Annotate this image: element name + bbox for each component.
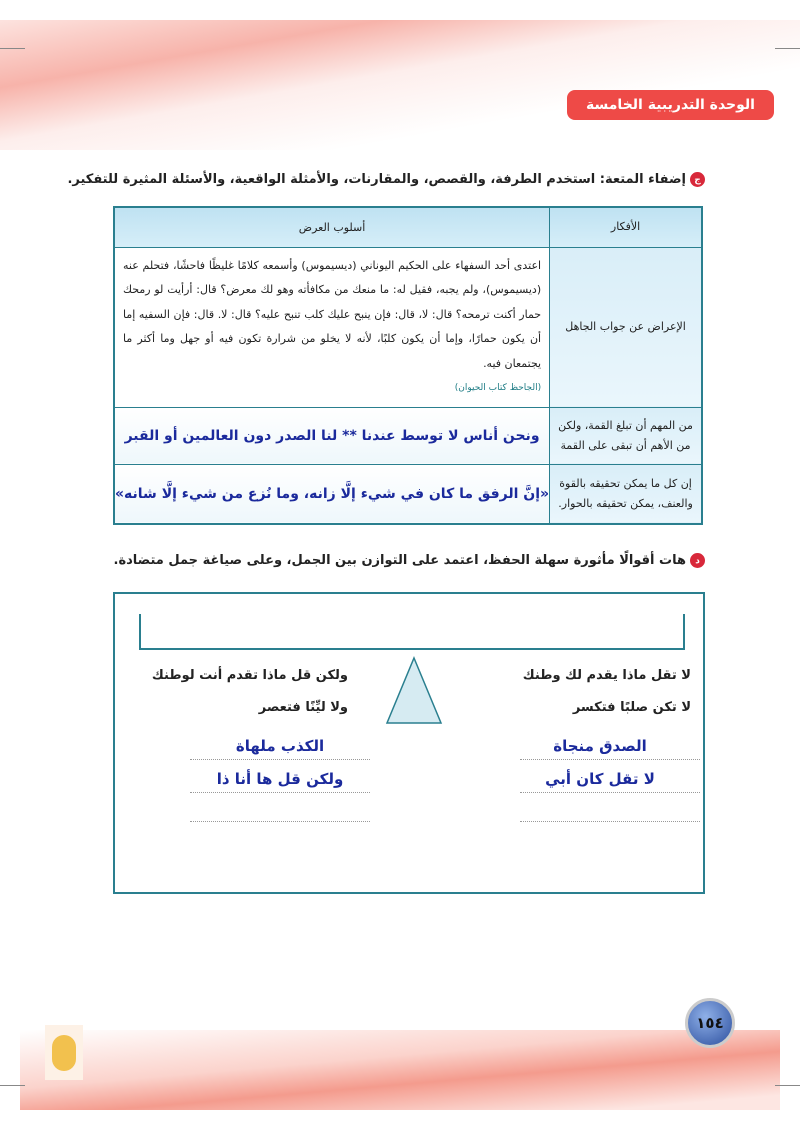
balance-beam	[139, 614, 685, 650]
answer-left-1[interactable]: الكذب ملهاة	[235, 737, 325, 755]
table-row	[114, 407, 702, 464]
answer-line[interactable]	[190, 821, 370, 822]
answer-line[interactable]	[520, 792, 700, 793]
table-row	[114, 247, 702, 407]
idea-cell: الإعراض عن جواب الجاهل	[550, 247, 702, 407]
table-header-row	[114, 207, 702, 247]
publisher-logo-icon	[45, 1025, 83, 1080]
instruction-d	[114, 553, 706, 568]
left-saying-1: ولكن قل ماذا تقدم أنت لوطنك	[151, 668, 348, 683]
crop-mark	[775, 1085, 800, 1086]
answer-cell: ونحن أناس لا توسط عندنا ** لنا الصدر دون العالمين أو القبر	[114, 407, 550, 464]
table-row	[114, 464, 702, 524]
right-saying-2: لا تكن صلبًا فتكسر	[572, 700, 691, 715]
instruction-c	[67, 172, 705, 187]
footer-decoration	[20, 1030, 780, 1110]
page-number: ١٥٤	[685, 998, 735, 1048]
header-ideas: الأفكار	[550, 207, 702, 247]
idea-cell: إن كل ما يمكن تحقيقه بالقوة والعنف، يمكن تحقيقه بالحوار.	[550, 464, 702, 524]
answer-line[interactable]	[190, 792, 370, 793]
ideas-table	[113, 206, 703, 525]
instruction-text: هات أقوالًا مأثورة سهلة الحفظ، اعتمد على التوازن بين الجمل، وعلى صياغة جمل متضادة.	[113, 553, 686, 568]
bullet-c-icon: ج	[690, 172, 705, 187]
answer-line[interactable]	[520, 821, 700, 822]
answer-line[interactable]	[190, 759, 370, 760]
right-saying-1: لا تقل ماذا يقدم لك وطنك	[522, 668, 691, 683]
instruction-text: إضفاء المتعة: استخدم الطرفة، والقصص، والمقارنات، والأمثلة الواقعية، والأسئلة المثيرة للتفكير.	[67, 172, 686, 187]
answer-cell: «إنَّ الرفق ما كان في شيء إلَّا زانه، وما نُزع من شيء إلَّا شانه»	[114, 464, 550, 524]
style-cell	[114, 247, 550, 407]
balance-exercise-box	[113, 592, 705, 894]
answer-line[interactable]	[520, 759, 700, 760]
unit-title-banner: الوحدة التدريبية الخامسة	[567, 90, 774, 120]
source-citation: (الجاحظ كتاب الحيوان)	[454, 383, 542, 393]
left-saying-2: ولا ليِّنًا فتعصر	[258, 700, 348, 715]
header-style: أسلوب العرض	[114, 207, 550, 247]
crop-mark	[0, 48, 25, 49]
header-decoration	[0, 20, 800, 150]
balance-fulcrum-icon	[385, 656, 443, 726]
crop-mark	[775, 48, 800, 49]
answer-right-2[interactable]: لا تقل كان أبي	[545, 770, 655, 788]
crop-mark	[0, 1085, 25, 1086]
story-text: اعتدى أحد السفهاء على الحكيم اليوناني (ديسيموس) وأسمعه كلامًا غليظًا فاحشًا، فتحلم عنه (ديسيموس)، ولم يجبه، فقيل له: ما منعك من مكافأته وهو لك معرض؟ قال: أرأيت لو رمحك حمار أكنت ترمحه؟ قال: لا، قال: فإن ينبح عليك كلب تنبح عليه؟ قال: لا. قال: فإن السفيه إما أن يكون حمارًا، وإما أن يكون كلبًا، لأنه لا يخلو من شرارة تكون فيه أو جهل وما أكثر ما يجتمعان فيه.	[123, 258, 542, 370]
answer-left-2[interactable]: ولكن قل ها أنا ذا	[216, 770, 344, 788]
idea-cell: من المهم أن تبلغ القمة، ولكن من الأهم أن تبقى على القمة	[550, 407, 702, 464]
answer-right-1[interactable]: الصدق منجاة	[553, 737, 647, 755]
bullet-d-icon: د	[690, 553, 705, 568]
